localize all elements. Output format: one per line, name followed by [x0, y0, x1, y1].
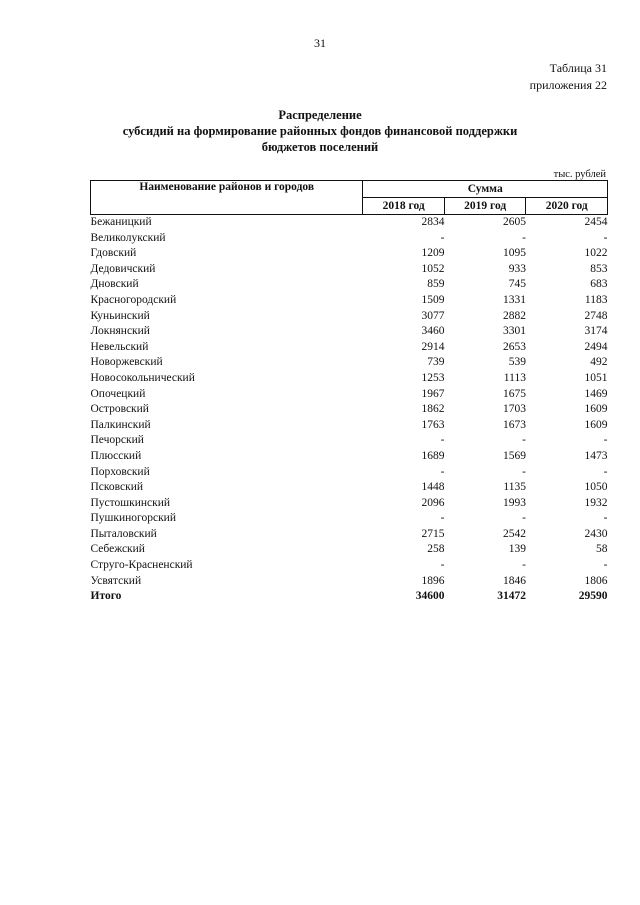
units-label: тыс. рублей: [553, 169, 606, 180]
value-2019: 139: [508, 543, 526, 556]
value-2020: -: [603, 231, 608, 244]
value-2019: 2653: [502, 340, 526, 353]
table-row: [91, 215, 608, 231]
table-row: [91, 527, 608, 543]
district-name: Усвятский: [90, 574, 142, 587]
value-2020: -: [603, 434, 608, 447]
title-line3: бюджетов поселений: [261, 140, 379, 154]
district-name: Дновский: [90, 278, 139, 291]
district-name: Порховский: [90, 465, 150, 478]
value-2020: 492: [590, 356, 608, 369]
header-name: Наименование районов и городов: [91, 181, 363, 215]
total-2018: 34600: [415, 590, 445, 603]
value-2018: 1689: [421, 449, 445, 462]
district-name: Красногородский: [90, 293, 177, 306]
district-name: Локнянский: [90, 325, 150, 338]
district-name: Пустошкинский: [90, 496, 171, 509]
value-2018: 2096: [421, 496, 445, 509]
value-2018: 1896: [421, 574, 445, 587]
table-row: [91, 231, 608, 247]
district-name: Опочецкий: [90, 387, 146, 400]
value-2018: 2715: [421, 527, 445, 540]
value-2020: -: [603, 512, 608, 525]
value-2020: 1022: [584, 247, 608, 260]
value-2018: 2914: [421, 340, 445, 353]
subsidy-table: [90, 180, 608, 605]
total-row: [91, 589, 608, 605]
value-2020: 1051: [584, 371, 608, 384]
table-reference: [530, 60, 607, 94]
table-row: [91, 511, 608, 527]
table-row: [91, 558, 608, 574]
value-2019: 933: [508, 262, 526, 275]
district-name: Дедовичский: [90, 262, 156, 275]
district-name: Невельский: [90, 340, 149, 353]
table-row: [91, 324, 608, 340]
page-number: 31: [314, 36, 326, 50]
value-2019: -: [522, 512, 526, 525]
table-row: [91, 433, 608, 449]
value-2020: 1473: [584, 449, 608, 462]
value-2018: -: [440, 434, 445, 447]
district-name: Палкинский: [90, 418, 151, 431]
value-2020: 1050: [584, 481, 608, 494]
value-2019: -: [522, 465, 526, 478]
value-2018: 1209: [421, 247, 445, 260]
value-2019: 1673: [502, 418, 526, 431]
document-title: [0, 107, 640, 155]
value-2019: 2605: [502, 216, 526, 228]
value-2019: -: [522, 434, 526, 447]
district-name: Новоржевский: [90, 356, 163, 369]
value-2019: 1095: [502, 247, 526, 260]
district-name: Островский: [90, 403, 149, 416]
table-row: [91, 387, 608, 403]
total-label: Итого: [90, 590, 122, 603]
value-2019: 1993: [502, 496, 526, 509]
table-row: [91, 309, 608, 325]
value-2019: 2882: [502, 309, 526, 322]
table-row: [91, 293, 608, 309]
value-2019: 1331: [502, 293, 526, 306]
district-name: Великолукский: [90, 231, 166, 244]
value-2019: -: [522, 559, 526, 572]
district-name: Пушкиногорский: [90, 512, 176, 525]
header-year-2018: 2018 год: [363, 198, 445, 215]
table-row: [91, 574, 608, 590]
district-name: Гдовский: [90, 247, 137, 260]
table-row: [91, 542, 608, 558]
value-2018: 1052: [421, 262, 445, 275]
table-body: [91, 215, 608, 590]
value-2019: 1569: [502, 449, 526, 462]
district-name: Бежаницкий: [90, 216, 152, 228]
table-row: [91, 340, 608, 356]
value-2020: 2494: [584, 340, 608, 353]
value-2018: 3077: [421, 309, 445, 322]
value-2019: 1703: [502, 403, 526, 416]
district-name: Печорский: [90, 434, 144, 447]
value-2020: 1806: [584, 574, 608, 587]
title-line1: Распределение: [278, 108, 362, 122]
value-2020: 1183: [584, 293, 608, 306]
value-2020: 1469: [584, 387, 608, 400]
value-2018: -: [440, 231, 445, 244]
header-year-2020: 2020 год: [526, 198, 608, 215]
value-2020: -: [603, 465, 608, 478]
total-2020: 29590: [578, 590, 608, 603]
value-2019: 2542: [502, 527, 526, 540]
value-2018: 739: [427, 356, 445, 369]
table-row: [91, 480, 608, 496]
table-row: [91, 355, 608, 371]
value-2020: 3174: [584, 325, 608, 338]
value-2018: 1763: [421, 418, 445, 431]
value-2018: 3460: [421, 325, 445, 338]
value-2018: 1862: [421, 403, 445, 416]
value-2020: 1609: [584, 418, 608, 431]
title-line2: субсидий на формирование районных фондов финансовой поддержки: [122, 124, 518, 138]
value-2019: 1846: [502, 574, 526, 587]
value-2018: 859: [427, 278, 445, 291]
header-year-2019: 2019 год: [444, 198, 526, 215]
total-2019: 31472: [497, 590, 526, 603]
district-name: Пыталовский: [90, 527, 157, 540]
value-2019: 539: [508, 356, 526, 369]
district-name: Новосокольнический: [90, 371, 195, 384]
value-2020: 2430: [584, 527, 608, 540]
table-row: [91, 449, 608, 465]
value-2020: 1932: [584, 496, 608, 509]
table-row: [91, 262, 608, 278]
district-name: Себежский: [90, 543, 145, 556]
value-2020: 2454: [584, 216, 608, 228]
value-2018: 1509: [421, 293, 445, 306]
value-2020: 58: [596, 543, 608, 556]
table-row: [91, 496, 608, 512]
value-2019: 3301: [502, 325, 526, 338]
value-2020: 1609: [584, 403, 608, 416]
table-row: [91, 371, 608, 387]
value-2018: 2834: [421, 216, 445, 228]
value-2020: 853: [590, 262, 608, 275]
district-name: Куньинский: [90, 309, 150, 322]
table-row: [91, 277, 608, 293]
value-2019: 1113: [503, 371, 526, 384]
table-row: [91, 465, 608, 481]
district-name: Псковский: [90, 481, 144, 494]
value-2018: 1967: [421, 387, 445, 400]
value-2018: -: [440, 512, 445, 525]
table-row: [91, 246, 608, 262]
value-2020: 2748: [584, 309, 608, 322]
value-2020: 683: [590, 278, 608, 291]
value-2018: 1448: [421, 481, 445, 494]
value-2019: 1675: [502, 387, 526, 400]
value-2019: -: [522, 231, 526, 244]
value-2018: -: [440, 465, 445, 478]
table-row: [91, 402, 608, 418]
district-name: Струго-Красненский: [90, 559, 193, 572]
value-2018: -: [440, 559, 445, 572]
table-ref-line1: Таблица 31: [549, 61, 607, 75]
table-ref-line2: приложения 22: [529, 78, 607, 92]
value-2018: 1253: [421, 371, 445, 384]
value-2019: 745: [508, 278, 526, 291]
table-row: [91, 418, 608, 434]
district-name: Плюсский: [90, 449, 142, 462]
value-2020: -: [603, 559, 608, 572]
value-2018: 258: [427, 543, 445, 556]
header-sum: Сумма: [363, 181, 608, 198]
value-2019: 1135: [503, 481, 526, 494]
